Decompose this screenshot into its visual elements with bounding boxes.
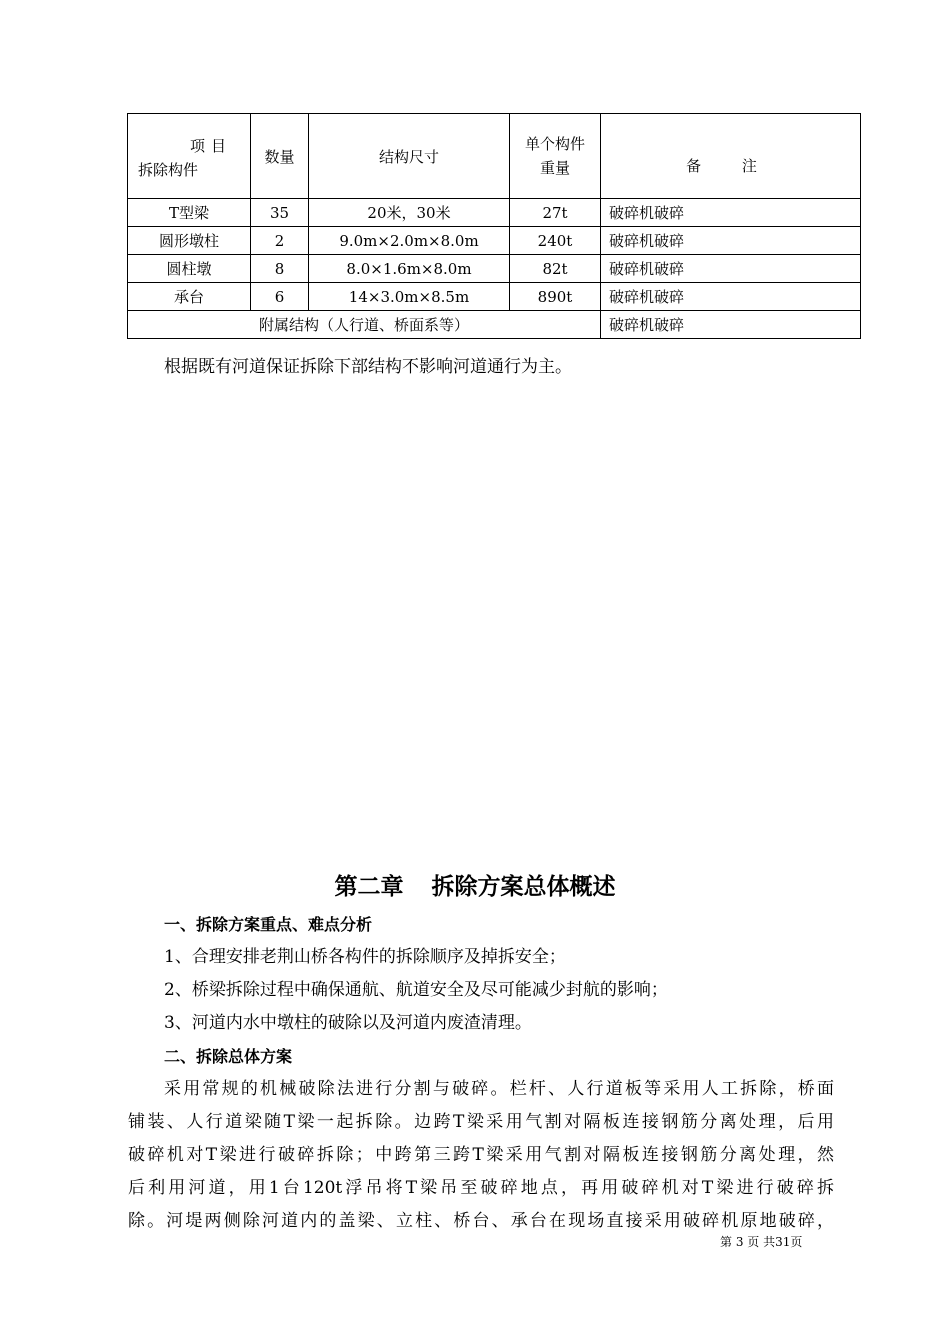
row-size: 20米，30米 xyxy=(309,199,510,227)
list-item: 1、合理安排老荆山桥各构件的拆除顺序及掉拆安全； xyxy=(164,947,566,967)
row-size: 14×3.0m×8.5m xyxy=(309,283,510,311)
row-size: 8.0×1.6m×8.0m xyxy=(309,255,510,283)
header-remark: 备 注 xyxy=(601,114,861,199)
page-footer: 第 3 页 共31页 xyxy=(720,1235,803,1249)
after-table-paragraph: 根据既有河道保证拆除下部结构不影响河道通行为主。 xyxy=(164,357,572,377)
table-row xyxy=(128,227,861,255)
paragraph-line: 后利用河道，用1台120t浮吊将T梁吊至破碎地点，再用破碎机对T梁进行破碎拆 xyxy=(128,1178,834,1198)
header-weight-line2: 重量 xyxy=(539,159,570,177)
row-remark: 破碎机破碎 xyxy=(601,227,861,255)
row-name: 圆柱墩 xyxy=(128,255,251,283)
table-row xyxy=(128,255,861,283)
diagonal-header-cell xyxy=(128,114,251,199)
header-qty: 数量 xyxy=(251,114,309,199)
paragraph-line: 铺装、人行道梁随T梁一起拆除。边跨T梁采用气割对隔板连接钢筋分离处理，后用 xyxy=(128,1112,834,1132)
row-remark: 破碎机破碎 xyxy=(601,311,861,339)
table-row xyxy=(128,311,861,339)
table-header-row xyxy=(128,114,861,199)
row-qty: 6 xyxy=(251,283,309,311)
chapter-title xyxy=(0,868,950,901)
chapter-number: 第二章 xyxy=(334,874,404,900)
row-qty: 35 xyxy=(251,199,309,227)
header-weight xyxy=(510,114,601,199)
row-qty: 2 xyxy=(251,227,309,255)
section-heading-2: 二、拆除总体方案 xyxy=(164,1047,293,1066)
header-size: 结构尺寸 xyxy=(309,114,510,199)
row-remark: 破碎机破碎 xyxy=(601,255,861,283)
paragraph-line: 除。河堤两侧除河道内的盖梁、立柱、桥台、承台在现场直接采用破碎机原地破碎， xyxy=(128,1211,834,1231)
chapter-name: 拆除方案总体概述 xyxy=(431,874,616,900)
row-name: T型梁 xyxy=(128,199,251,227)
header-component-label: 拆除构件 xyxy=(138,161,199,179)
header-weight-line1: 单个构件 xyxy=(524,135,585,153)
row-name: 圆形墩柱 xyxy=(128,227,251,255)
paragraph-line: 破碎机对T梁进行破碎拆除；中跨第三跨T梁采用气割对隔板连接钢筋分离处理，然 xyxy=(128,1145,834,1165)
row-remark: 破碎机破碎 xyxy=(601,199,861,227)
row-weight: 82t xyxy=(510,255,601,283)
row-weight: 890t xyxy=(510,283,601,311)
row-remark: 破碎机破碎 xyxy=(601,283,861,311)
row-weight: 27t xyxy=(510,199,601,227)
row-name: 承台 xyxy=(128,283,251,311)
row-weight: 240t xyxy=(510,227,601,255)
list-item: 3、河道内水中墩柱的破除以及河道内废渣清理。 xyxy=(164,1013,532,1033)
row-size: 9.0m×2.0m×8.0m xyxy=(309,227,510,255)
section-heading-1: 一、拆除方案重点、难点分析 xyxy=(164,915,373,934)
row-qty: 8 xyxy=(251,255,309,283)
row-name-merged: 附属结构（人行道、桥面系等） xyxy=(128,311,601,339)
table-row xyxy=(128,283,861,311)
demolition-components-table xyxy=(127,113,861,339)
table-row xyxy=(128,199,861,227)
list-item: 2、桥梁拆除过程中确保通航、航道安全及尽可能减少封航的影响； xyxy=(164,980,668,1000)
header-item-label: 项目 xyxy=(190,137,233,155)
section-2-paragraph xyxy=(128,1073,834,1238)
paragraph-line: 采用常规的机械破除法进行分割与破碎。栏杆、人行道板等采用人工拆除，桥面 xyxy=(164,1079,834,1099)
